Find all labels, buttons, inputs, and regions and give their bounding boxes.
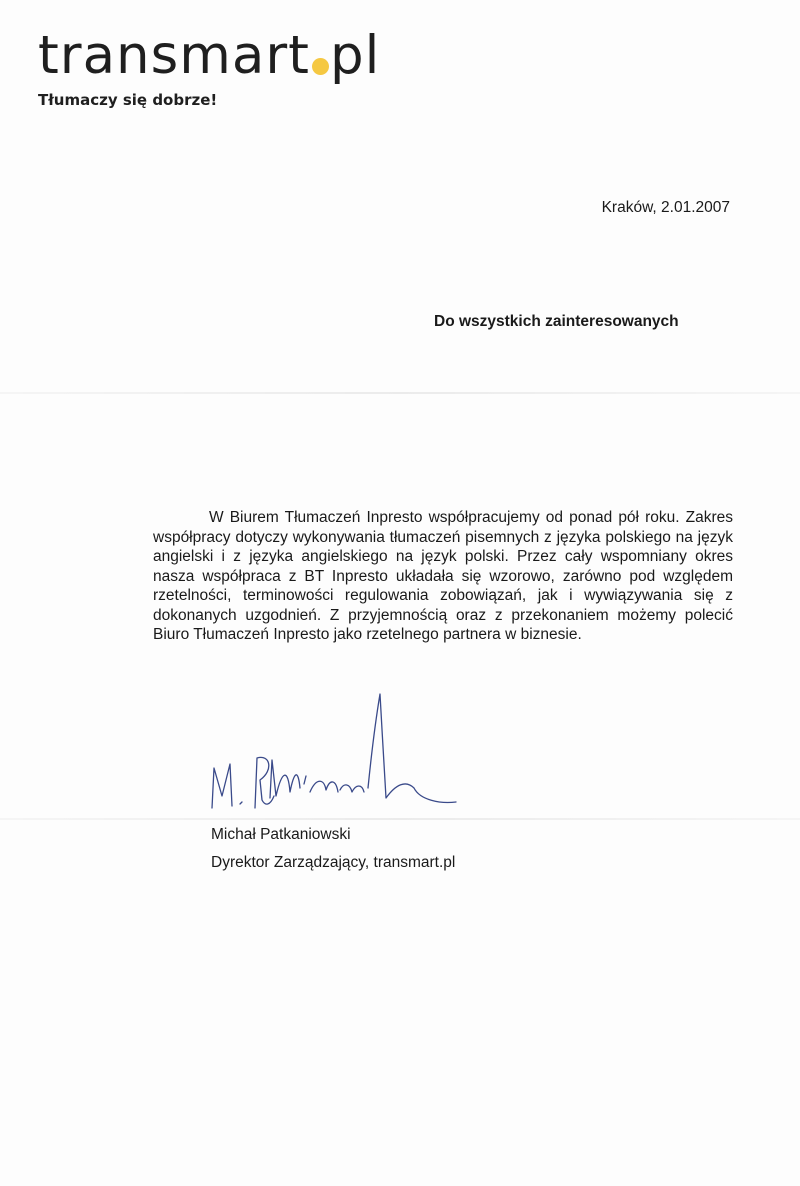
fold-line <box>0 818 800 820</box>
salutation: Do wszystkich zainteresowanych <box>434 313 679 330</box>
place-and-date: Kraków, 2.01.2007 <box>601 199 730 216</box>
logo-tld-text: pl <box>329 25 381 86</box>
handwritten-signature <box>200 688 470 818</box>
signer-name: Michał Patkaniowski <box>211 826 351 843</box>
signature-drawing <box>200 688 470 818</box>
letter-body-text: W Biurem Tłumaczeń Inpresto współpracujemy od ponad pół roku. Zakres współpracy dotyczy wykonywania tłumaczeń pisemnych z języka polskiego na język angielski i z języka angielskiego na język polski. Przez cały wspomniany okres nasza współpraca z BT Inpresto układała się wzorowo, zarówno pod względem rzetelności, terminowości regulowania zobowiązań, jak i wywiązywania się z dokonanych uzgodnień. Z przyjemnością oraz z przekonaniem możemy polecić Biuro Tłumaczeń Inpresto jako rzetelnego partnera w biznesie. <box>153 509 733 643</box>
company-logo <box>38 26 380 86</box>
signer-title: Dyrektor Zarządzający, transmart.pl <box>211 854 456 871</box>
fold-line <box>0 392 800 394</box>
company-tagline: Tłumaczy się dobrze! <box>38 91 218 109</box>
letter-body <box>153 508 733 645</box>
logo-main-text: transmart <box>38 25 310 86</box>
logo-dot <box>312 58 329 75</box>
